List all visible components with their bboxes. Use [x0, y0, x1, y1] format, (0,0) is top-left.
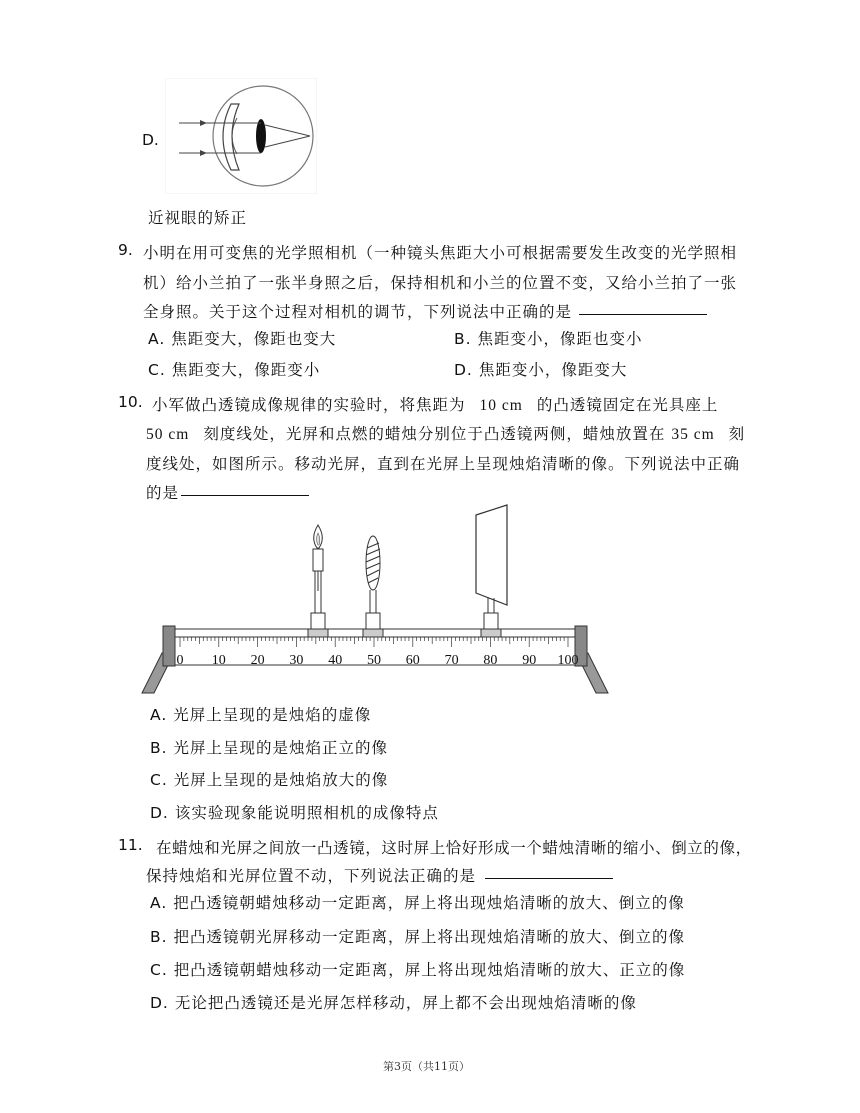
- question-text-line: 的是: [146, 484, 180, 502]
- ruler-tick-label: 80: [483, 653, 498, 668]
- answer-blank[interactable]: [181, 481, 309, 496]
- question-text-line: 度线处，如图所示。移动光屏，直到在光屏上呈现烛焰清晰的像。下列说法中正确: [146, 455, 741, 473]
- optical-bench-diagram: [140, 503, 610, 695]
- convex-lens: [363, 536, 383, 637]
- question-text-line: 全身照。关于这个过程对相机的调节，下列说法中正确的是: [143, 303, 573, 321]
- question-text-line: 小军做凸透镜成像规律的实验时，将焦距为 10 cm 的凸透镜固定在光具座上: [152, 396, 719, 414]
- ruler-tick-label: 0: [176, 653, 184, 668]
- question-text-line: 保持烛焰和光屏位置不动，下列说法正确的是: [146, 867, 477, 885]
- candle: [308, 525, 328, 637]
- option-b: B. 把凸透镜朝光屏移动一定距离，屏上将出现烛焰清晰的放大、倒立的像: [150, 928, 686, 946]
- question-number: 11.: [118, 836, 143, 854]
- myopia-correction-diagram: [165, 78, 317, 194]
- ruler-tick-label: 50: [367, 653, 381, 668]
- ruler-tick-label: 70: [444, 653, 459, 668]
- answer-blank[interactable]: [579, 300, 707, 315]
- question-text-line: 小明在用可变焦的光学照相机（一种镜头焦距大小可根据需要发生改变的光学照相: [143, 244, 738, 262]
- ruler-tick-label: 60: [405, 653, 420, 668]
- option-c: C. 把凸透镜朝蜡烛移动一定距离，屏上将出现烛焰清晰的放大、正立的像: [150, 961, 686, 979]
- option-label: D.: [142, 131, 159, 149]
- option-b: B. 光屏上呈现的是烛焰正立的像: [150, 739, 389, 757]
- option-d: D. 无论把凸透镜还是光屏怎样移动，屏上都不会出现烛焰清晰的像: [150, 994, 637, 1012]
- answer-blank[interactable]: [485, 864, 613, 879]
- ruler-tick-label: 90: [522, 653, 537, 668]
- question-number: 10.: [118, 393, 143, 411]
- question-text-line: 50 cm 刻度线处，光屏和点燃的蜡烛分别位于凸透镜两侧，蜡烛放置在 35 cm 刻: [146, 425, 746, 443]
- ruler-tick-label: 40: [328, 653, 343, 668]
- light-screen: [476, 505, 507, 637]
- question-number: 9.: [118, 241, 133, 259]
- ruler-tick-label: 10: [211, 653, 226, 668]
- ruler-tick-label: 100: [557, 653, 579, 668]
- option-caption: 近视眼的矫正: [148, 209, 248, 227]
- option-a: A. 把凸透镜朝蜡烛移动一定距离，屏上将出现烛焰清晰的放大、倒立的像: [150, 894, 685, 912]
- option-a: A. 光屏上呈现的是烛焰的虚像: [150, 706, 372, 724]
- option-c: C. 光屏上呈现的是烛焰放大的像: [150, 771, 389, 789]
- option-c: C. 焦距变大，像距变小: [148, 361, 321, 379]
- ruler-tick-label: 30: [289, 653, 304, 668]
- page-footer: 第3页（共11页）: [383, 1060, 470, 1073]
- ruler-tick-label: 20: [250, 653, 265, 668]
- option-b: B. 焦距变小，像距也变小: [454, 330, 643, 348]
- option-d: D. 该实验现象能说明照相机的成像特点: [150, 804, 439, 822]
- option-d: D. 焦距变小，像距变大: [454, 361, 628, 379]
- option-a: A. 焦距变大，像距也变大: [148, 330, 337, 348]
- question-text-line: 机）给小兰拍了一张半身照之后，保持相机和小兰的位置不变，又给小兰拍了一张: [143, 274, 738, 292]
- question-text-line: 在蜡烛和光屏之间放一凸透镜，这时屏上恰好形成一个蜡烛清晰的缩小、倒立的像，: [156, 839, 752, 857]
